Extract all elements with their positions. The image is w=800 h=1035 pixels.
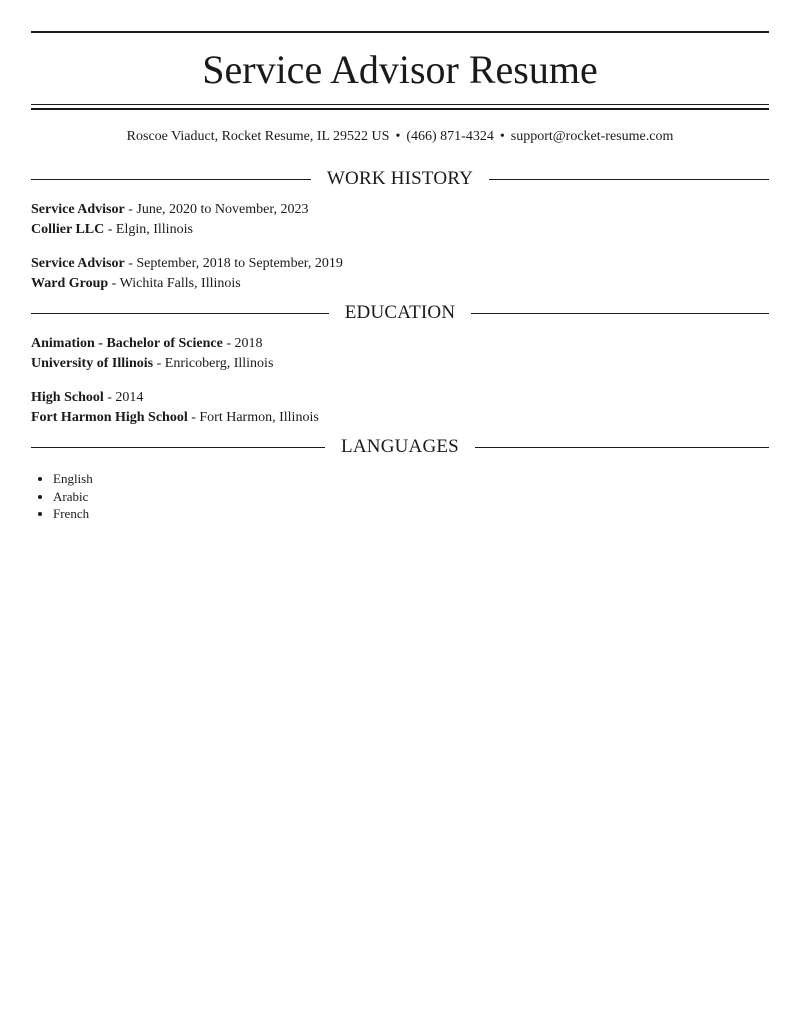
work-entry-company-line	[31, 274, 769, 294]
education-list	[31, 334, 769, 427]
section-rule-left	[31, 313, 329, 314]
education-degree-line	[31, 334, 769, 354]
section-rule-left	[31, 447, 325, 448]
language-item: • French	[53, 505, 769, 523]
education-entry	[31, 388, 769, 427]
work-entry	[31, 200, 769, 239]
contact-address: Roscoe Viaduct, Rocket Resume, IL 29522 US	[126, 129, 390, 144]
contact-phone: (466) 871-4324	[406, 129, 494, 144]
education-school: University of Illinois	[31, 355, 154, 371]
work-entry-company-line	[31, 220, 769, 240]
section-rule-right	[471, 313, 769, 314]
work-company: Collier LLC	[31, 221, 105, 237]
section-title-languages: LANGUAGES	[341, 436, 459, 457]
work-location: - Wichita Falls, Illinois	[108, 275, 241, 291]
education-year: - 2014	[103, 390, 144, 405]
education-location: - Enricoberg, Illinois	[153, 355, 274, 371]
education-location: - Fort Harmon, Illinois	[187, 409, 319, 425]
education-school-line	[31, 354, 769, 374]
resume-page	[31, 0, 769, 523]
education-entry	[31, 334, 769, 373]
contact-email: support@rocket-resume.com	[510, 129, 674, 144]
education-school: Fort Harmon High School	[31, 409, 188, 425]
top-rule	[31, 31, 769, 33]
section-title-education: EDUCATION	[344, 302, 456, 323]
section-header-work-history	[31, 167, 769, 191]
education-year: - 2018	[222, 336, 263, 351]
work-entry-role-line	[31, 200, 769, 220]
section-rule-right	[475, 447, 769, 448]
education-school-line	[31, 408, 769, 428]
language-item: • Arabic	[53, 488, 769, 506]
education-degree: High School	[31, 390, 104, 405]
work-company: Ward Group	[31, 275, 109, 291]
contact-line	[31, 128, 769, 146]
work-entry	[31, 254, 769, 293]
section-title-work-history: WORK HISTORY	[326, 168, 474, 189]
contact-separator: •	[395, 129, 401, 144]
section-rule-right	[489, 179, 769, 180]
education-degree-line	[31, 388, 769, 408]
languages-list	[31, 470, 769, 523]
section-rule-left	[31, 179, 311, 180]
title-double-rule	[31, 104, 769, 110]
language-item: • English	[53, 470, 769, 488]
education-degree: Animation - Bachelor of Science	[31, 336, 223, 351]
resume-title: Service Advisor Resume	[202, 47, 598, 92]
work-history-list	[31, 200, 769, 293]
work-dates: - June, 2020 to November, 2023	[124, 202, 309, 217]
work-role: Service Advisor	[31, 256, 125, 271]
work-entry-role-line	[31, 254, 769, 274]
work-dates: - September, 2018 to September, 2019	[124, 256, 343, 271]
section-header-languages	[31, 435, 769, 459]
work-role: Service Advisor	[31, 202, 125, 217]
contact-separator: •	[499, 129, 505, 144]
section-header-education	[31, 301, 769, 325]
work-location: - Elgin, Illinois	[104, 221, 193, 237]
